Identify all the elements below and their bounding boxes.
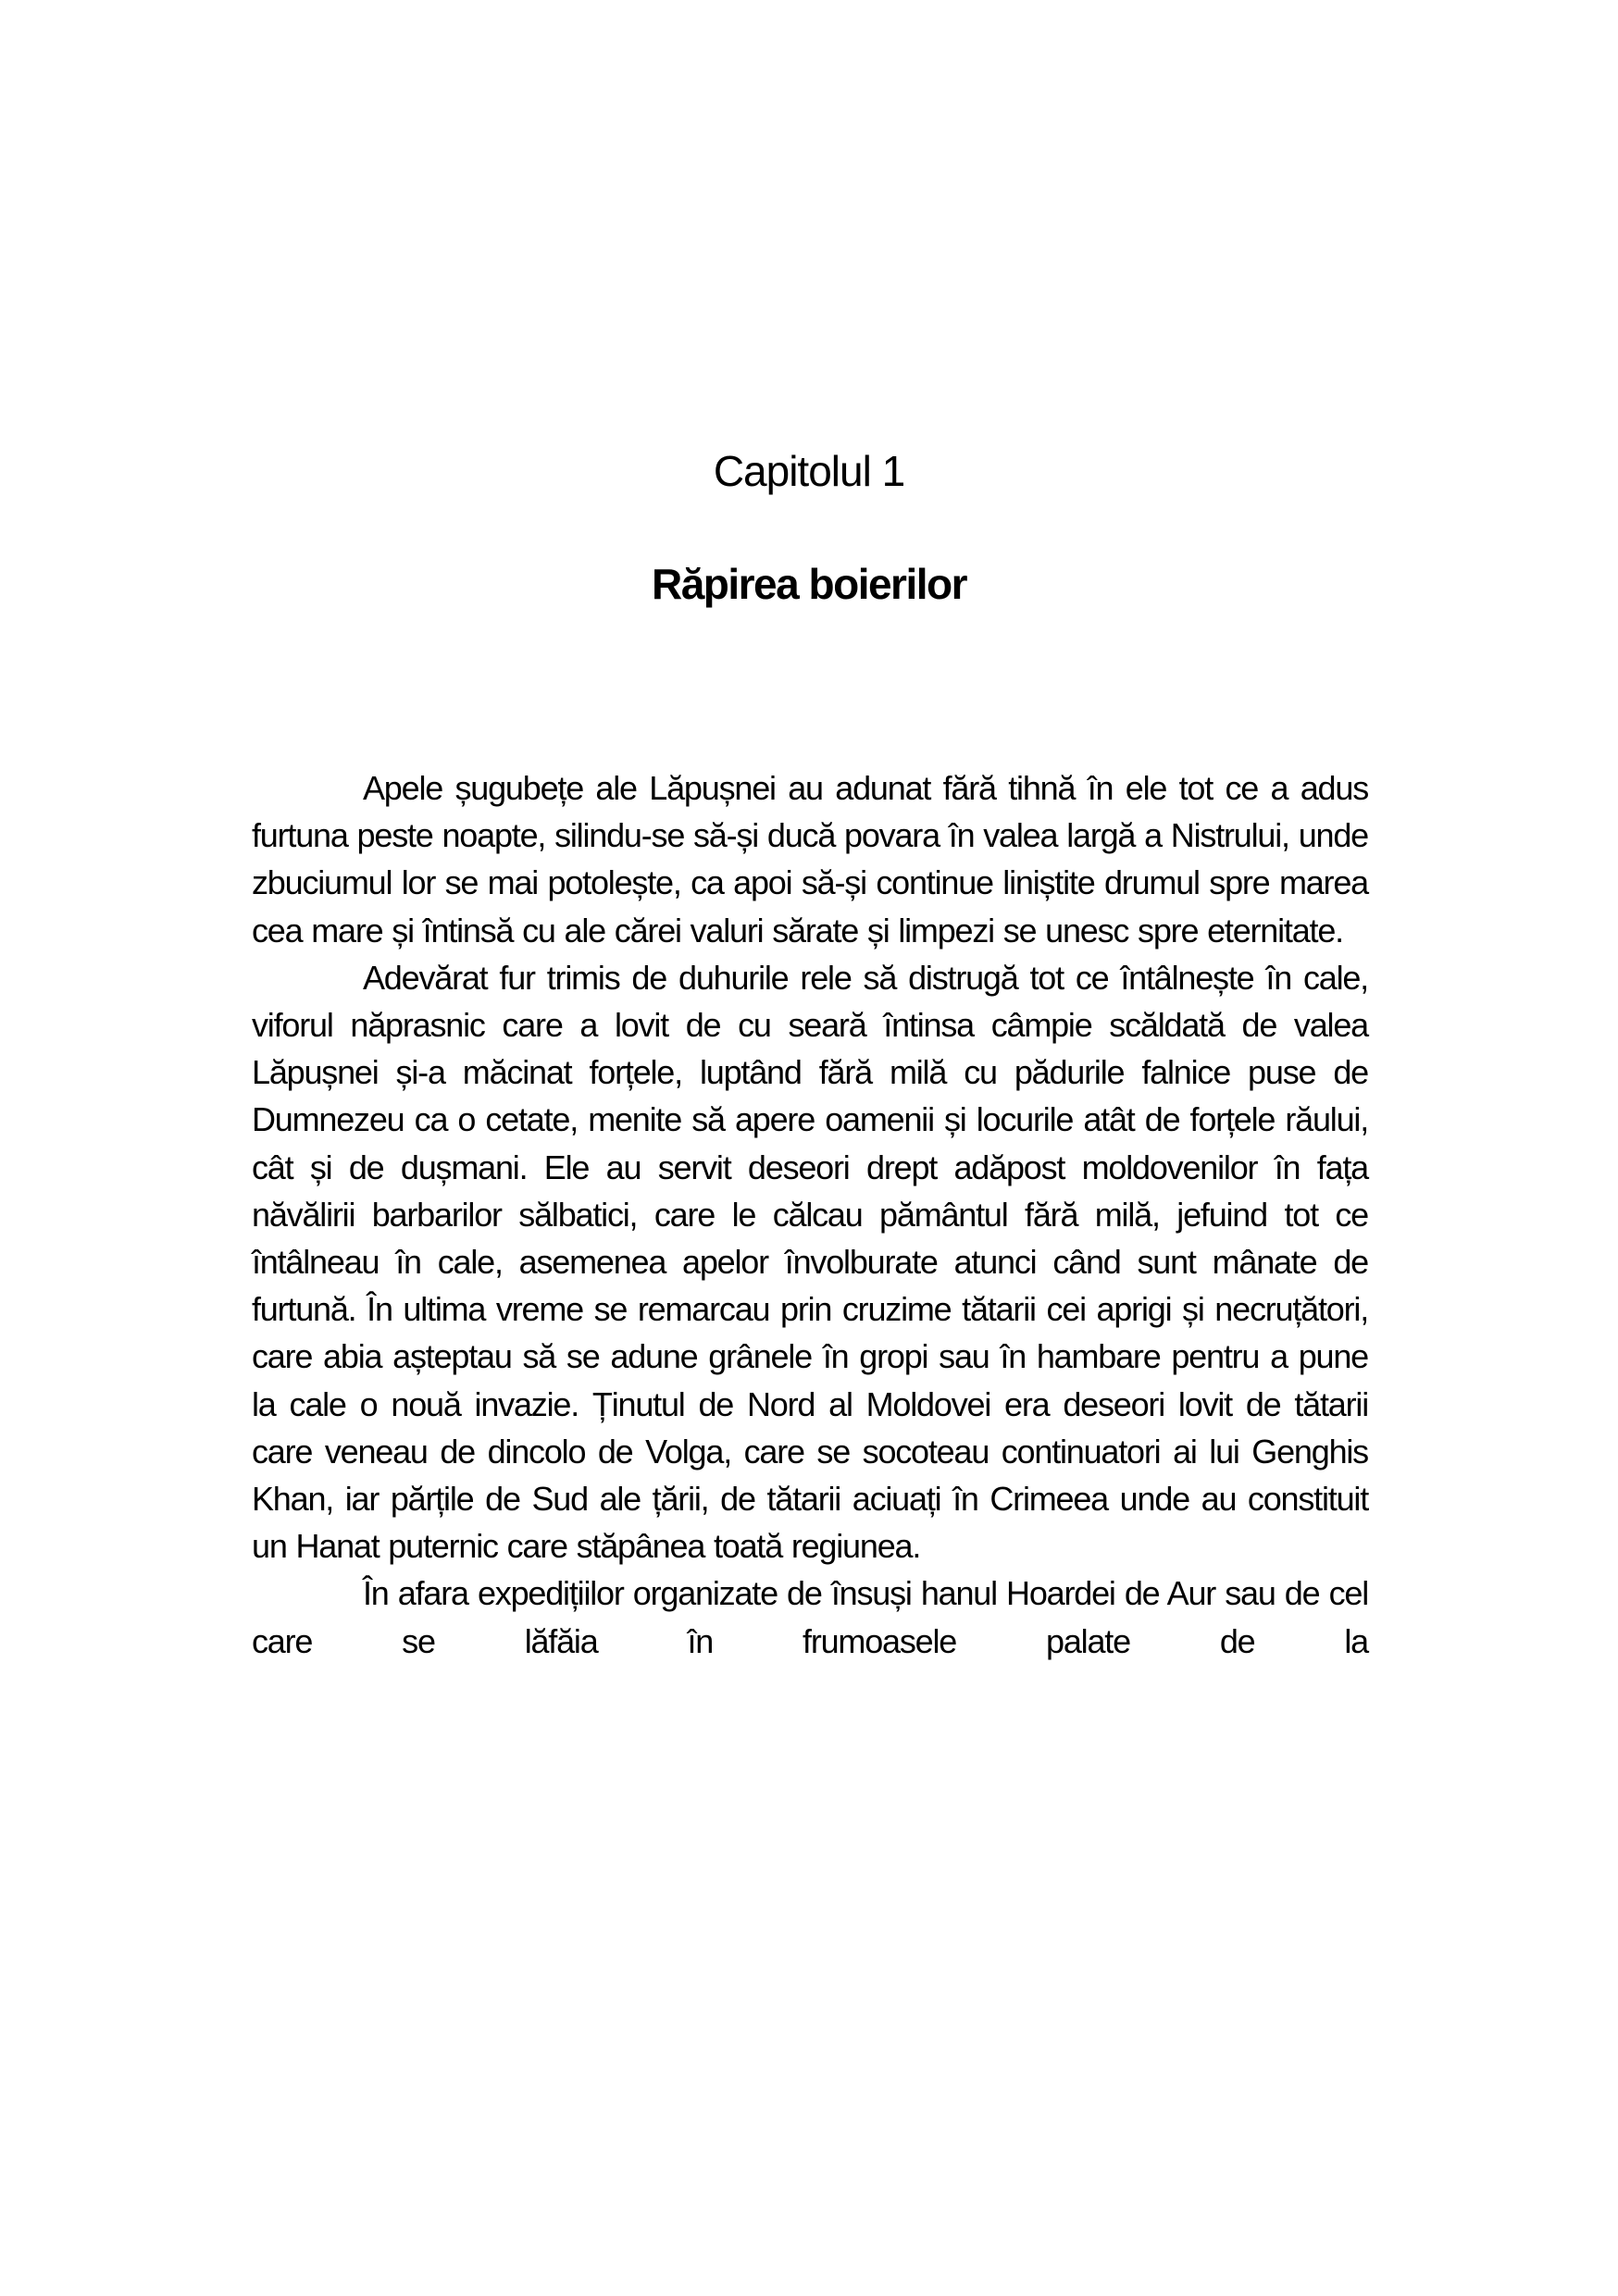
paragraph: În afara expedițiilor organizate de însuși hanul Hoardei de Aur sau de cel care se lăfăia în frumoasele palate de la — [252, 1574, 1368, 1660]
chapter-number-heading: Capitolul 1 — [713, 447, 905, 495]
paragraph: Apele șugubețe ale Lăpușnei au adunat fără tihnă în ele tot ce a adus furtuna peste noapte, silindu-se să-și ducă povara în valea largă a Nistrului, unde zbuciumul lor se mai potolește, ca apoi să-și continue liniștite drumul spre marea cea mare și întinsă cu ale cărei valuri sărate și limpezi se unesc spre eternitate. — [252, 769, 1368, 949]
paragraph: Adevărat fur trimis de duhurile rele să distrugă tot ce întâlnește în cale, viforul năprasnic care a lovit de cu seară întinsa câmpie scăldată de valea Lăpușnei și-a măcinat forțele, luptând fără milă cu pădurile falnice puse de Dumnezeu ca o cetate, menite să apere oamenii și locurile atât de forțele răului, cât și de dușmani. Ele au servit deseori drept adăpost moldovenilor în fața năvălirii barbarilor sălbatici, care le călcau pământul fără milă, jefuind tot ce întâlneau în cale, asemenea apelor învolburate atunci când sunt mânate de furtună. În ultima vreme se remarcau prin cruzime tătarii cei aprigi și necruțători, care abia așteptau să se adune grânele în gropi sau în hambare pentru a pune la cale o nouă invazie. Ținutul de Nord al Moldovei era deseori lovit de tătarii care veneau de dincolo de Volga, care se socoteau continuatori ai lui Genghis Khan, iar părțile de Sud ale țării, de tătarii aciuați în Crimeea unde au constituit un Hanat puternic care stăpânea toată regiunea. — [252, 958, 1368, 1566]
chapter-title-heading: Răpirea boierilor — [651, 560, 967, 608]
chapter-body — [252, 764, 1368, 1665]
